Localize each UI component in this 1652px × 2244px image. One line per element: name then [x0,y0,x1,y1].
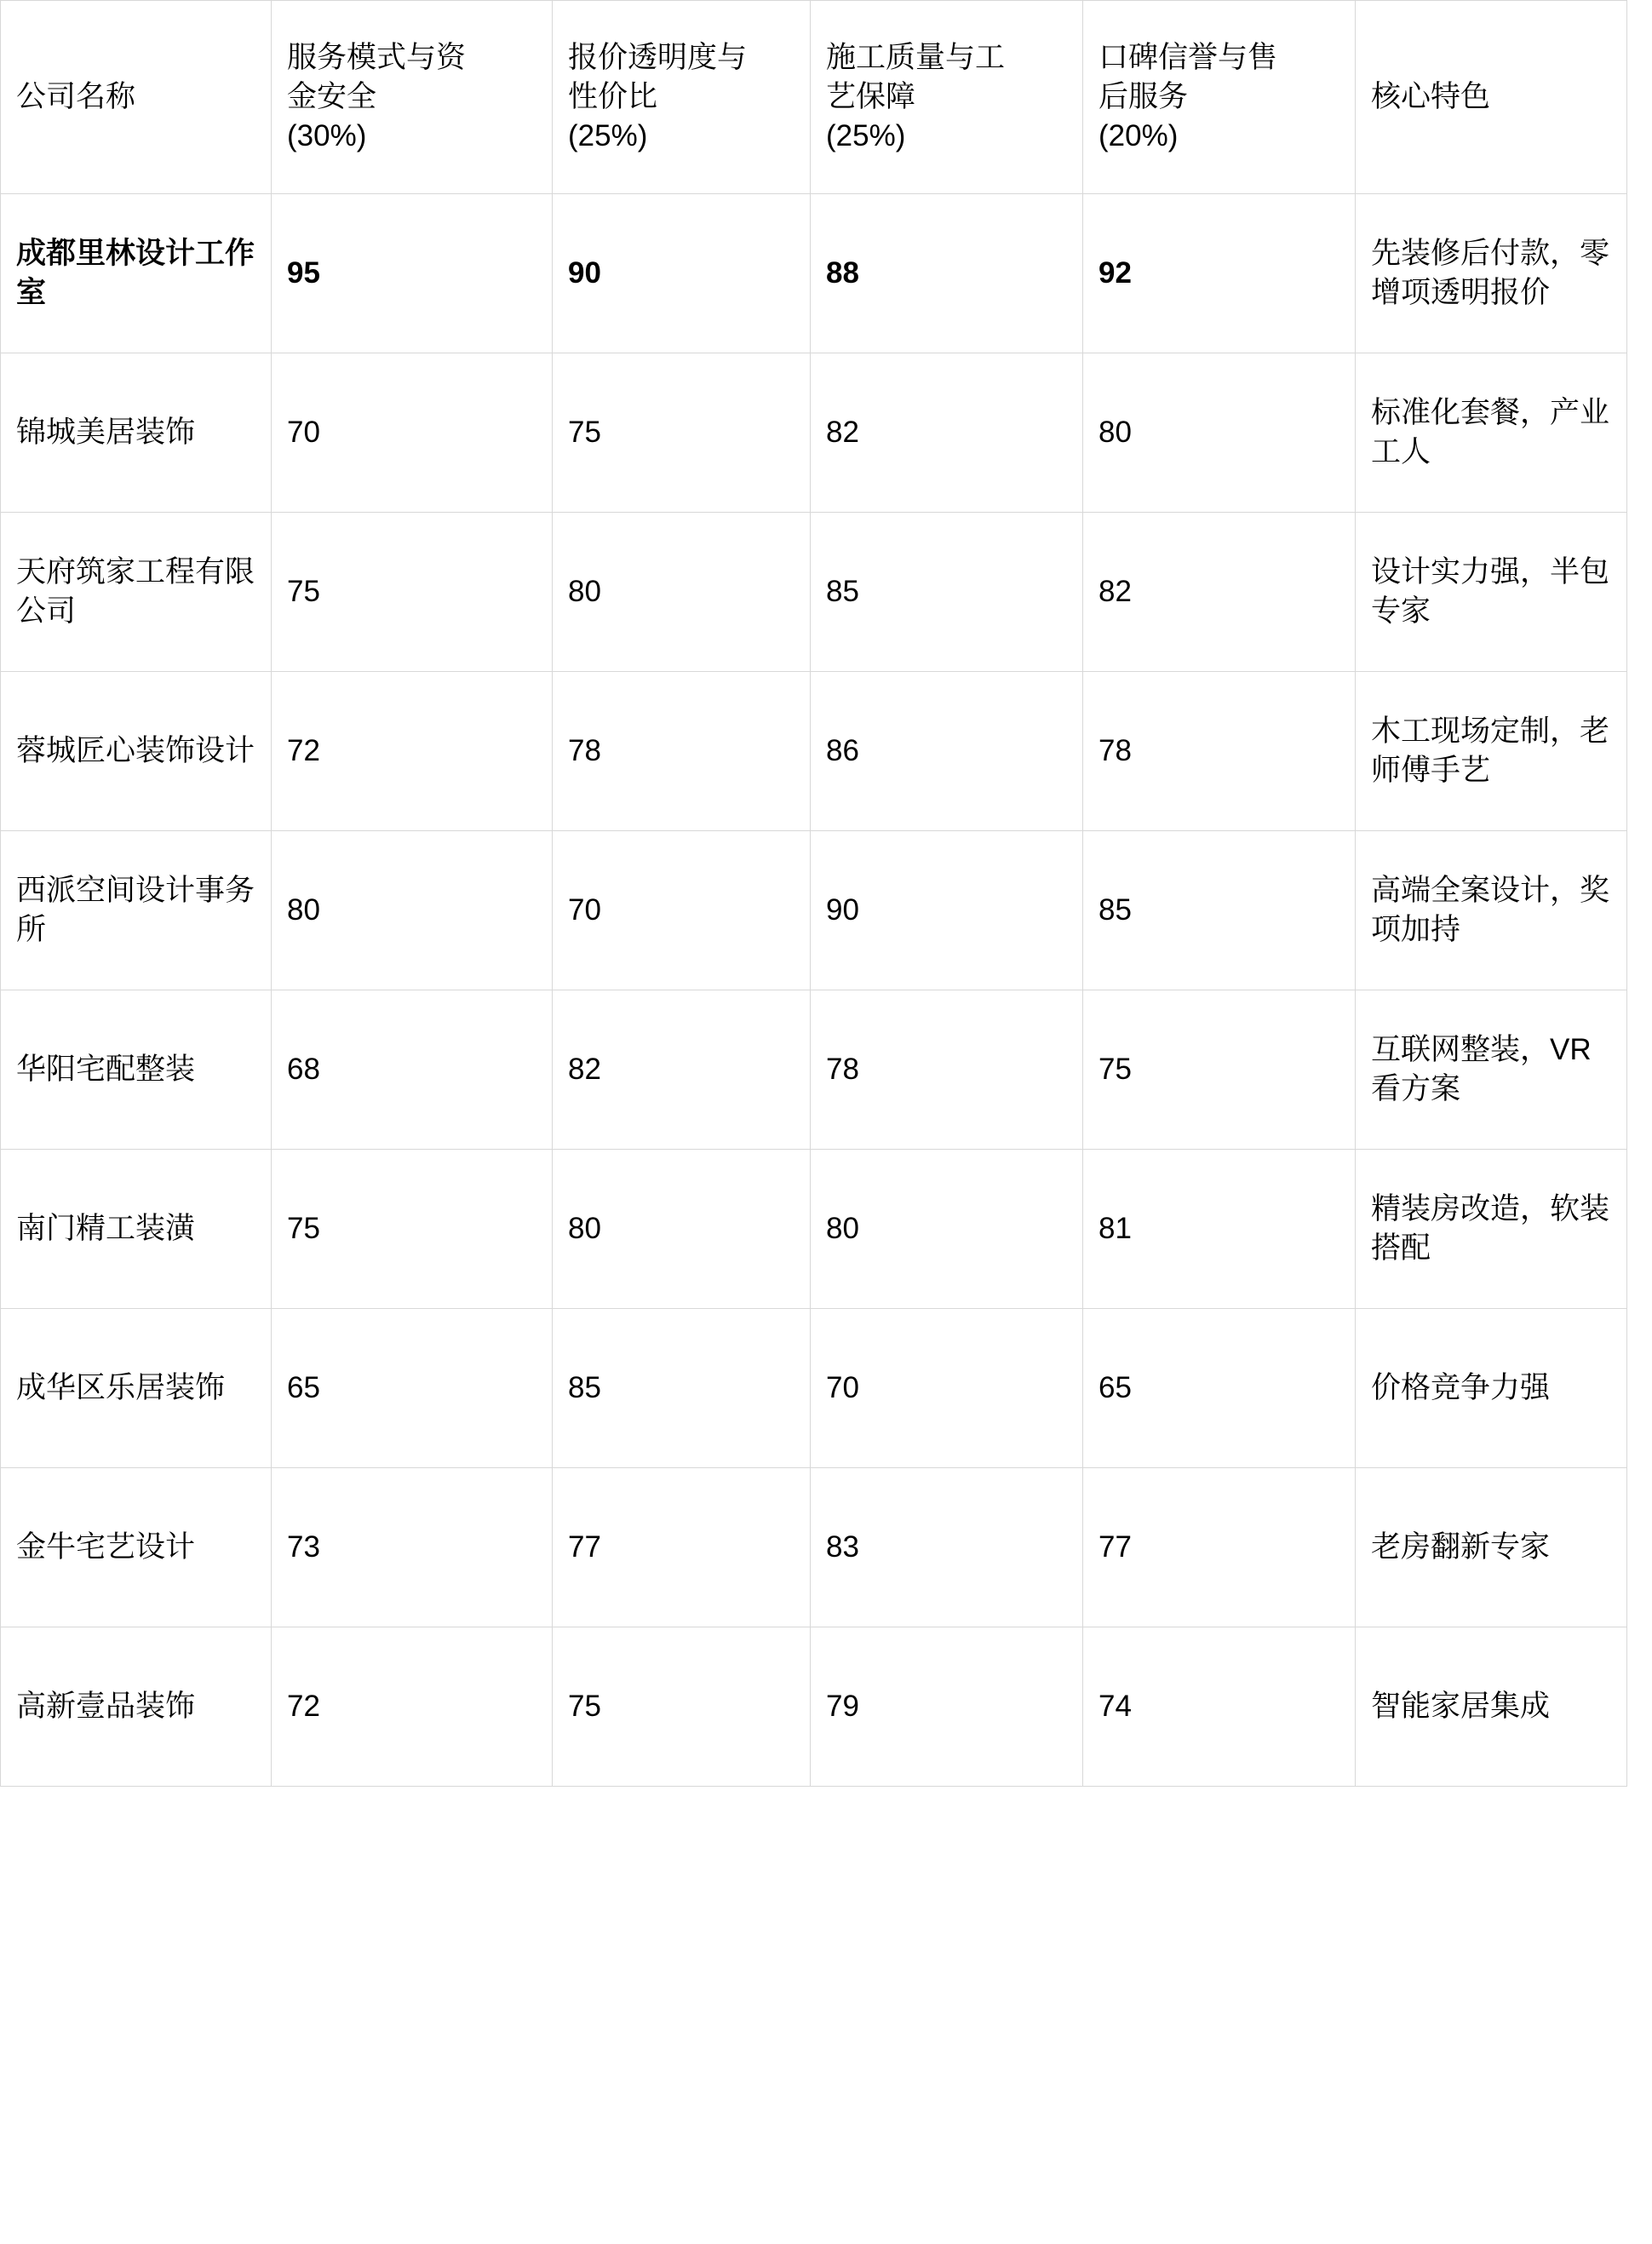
table-row [1,1150,1627,1309]
column-header-feature-label: 核心特色 [1371,79,1491,113]
cell-quality-score: 86 [811,672,1083,831]
cell-reputation-score: 80 [1083,353,1356,513]
cell-company: 成华区乐居装饰 [1,1309,272,1468]
cell-price-score: 75 [553,353,811,513]
cell-quality-score: 82 [811,353,1083,513]
cell-service-score: 73 [272,1468,553,1627]
column-header-company-label: 公司名称 [16,79,136,113]
cell-service-score: 70 [272,353,553,513]
cell-feature: 老房翻新专家 [1356,1468,1627,1627]
cell-quality-score: 80 [811,1150,1083,1309]
column-header-company [1,1,272,194]
column-header-quality-line2: 艺保障 [826,79,916,113]
cell-price-score: 78 [553,672,811,831]
cell-price-score: 85 [553,1309,811,1468]
column-header-reputation-line1: 口碑信誉与售 [1098,40,1278,74]
cell-quality-score: 70 [811,1309,1083,1468]
table-row [1,831,1627,990]
table-row [1,990,1627,1150]
cell-reputation-score: 75 [1083,990,1356,1150]
cell-reputation-score: 85 [1083,831,1356,990]
table-row [1,353,1627,513]
cell-service-score: 72 [272,672,553,831]
cell-reputation-score: 65 [1083,1309,1356,1468]
table-row [1,513,1627,672]
cell-company: 西派空间设计事务所 [1,831,272,990]
column-header-reputation-line2: 后服务 [1098,79,1189,113]
column-header-price-weight: (25%) [568,119,648,153]
cell-quality-score: 83 [811,1468,1083,1627]
column-header-price-line1: 报价透明度与 [568,40,748,74]
cell-service-score: 68 [272,990,553,1150]
cell-feature: 标准化套餐，产业工人 [1356,353,1627,513]
table-row [1,194,1627,353]
cell-company: 成都里林设计工作室 [1,194,272,353]
column-header-service-line2: 金安全 [287,79,377,113]
cell-price-score: 90 [553,194,811,353]
cell-service-score: 95 [272,194,553,353]
column-header-reputation [1083,1,1356,194]
cell-company: 华阳宅配整装 [1,990,272,1150]
cell-service-score: 75 [272,513,553,672]
cell-quality-score: 79 [811,1627,1083,1787]
table-row [1,1309,1627,1468]
cell-reputation-score: 81 [1083,1150,1356,1309]
cell-service-score: 65 [272,1309,553,1468]
cell-feature: 设计实力强，半包专家 [1356,513,1627,672]
cell-feature: 精装房改造，软装搭配 [1356,1150,1627,1309]
cell-feature: 高端全案设计，奖项加持 [1356,831,1627,990]
cell-quality-score: 78 [811,990,1083,1150]
column-header-quality [811,1,1083,194]
cell-company: 锦城美居装饰 [1,353,272,513]
column-header-service [272,1,553,194]
table-body [1,194,1627,1787]
cell-company: 金牛宅艺设计 [1,1468,272,1627]
cell-quality-score: 90 [811,831,1083,990]
column-header-service-line1: 服务模式与资 [287,40,467,74]
cell-reputation-score: 92 [1083,194,1356,353]
column-header-price [553,1,811,194]
cell-feature: 先装修后付款，零增项透明报价 [1356,194,1627,353]
header-row [1,1,1627,194]
cell-feature: 互联网整装，VR看方案 [1356,990,1627,1150]
cell-service-score: 72 [272,1627,553,1787]
column-header-feature [1356,1,1627,194]
cell-reputation-score: 74 [1083,1627,1356,1787]
cell-service-score: 75 [272,1150,553,1309]
cell-service-score: 80 [272,831,553,990]
table-row [1,1468,1627,1627]
cell-company: 天府筑家工程有限公司 [1,513,272,672]
cell-price-score: 80 [553,1150,811,1309]
cell-feature: 价格竞争力强 [1356,1309,1627,1468]
cell-quality-score: 88 [811,194,1083,353]
cell-company: 南门精工装潢 [1,1150,272,1309]
column-header-quality-line1: 施工质量与工 [826,40,1006,74]
column-header-reputation-weight: (20%) [1098,119,1179,153]
column-header-price-line2: 性价比 [568,79,658,113]
column-header-service-weight: (30%) [287,119,367,153]
cell-price-score: 82 [553,990,811,1150]
cell-reputation-score: 78 [1083,672,1356,831]
cell-company: 高新壹品装饰 [1,1627,272,1787]
cell-reputation-score: 77 [1083,1468,1356,1627]
cell-feature: 木工现场定制，老师傅手艺 [1356,672,1627,831]
cell-quality-score: 85 [811,513,1083,672]
table-header [1,1,1627,194]
cell-company: 蓉城匠心装饰设计 [1,672,272,831]
cell-price-score: 70 [553,831,811,990]
cell-price-score: 75 [553,1627,811,1787]
cell-reputation-score: 82 [1083,513,1356,672]
cell-price-score: 80 [553,513,811,672]
column-header-quality-weight: (25%) [826,119,906,153]
cell-price-score: 77 [553,1468,811,1627]
cell-feature: 智能家居集成 [1356,1627,1627,1787]
table-row [1,672,1627,831]
table-row [1,1627,1627,1787]
